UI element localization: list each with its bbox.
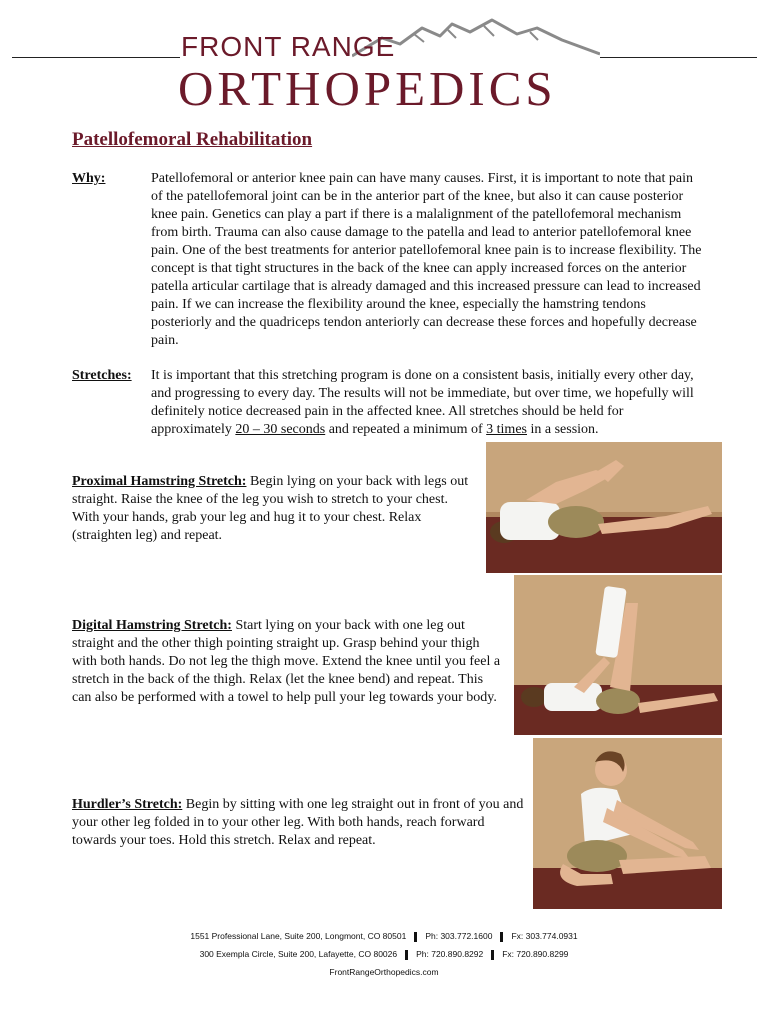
footer-line-2	[0, 948, 768, 960]
stretches-text-c: in a session.	[527, 422, 599, 437]
exercise-hurdlers-stretch	[72, 796, 528, 850]
proximal-hamstring-photo	[486, 442, 722, 573]
footer-fax-2: Fx: 720.890.8299	[502, 949, 569, 959]
footer-separator	[414, 932, 417, 942]
stretches-text-b: and repeated a minimum of	[325, 422, 487, 437]
stretch-duration: 20 – 30 seconds	[235, 422, 326, 437]
hurdlers-stretch-photo	[533, 738, 722, 909]
header-rule-left	[12, 57, 180, 58]
exercise-text: Start lying on your back with one leg out straight and the other thigh pointing straight up. Grasp behind your thigh with both hands. Do not leg the thigh move. Extend the knee until you feel a stretch in the back of the thigh. Relax (let the knee bend) and repeat. This can also be performed with a towel to help pull your leg towards your body.	[72, 618, 501, 705]
digital-hamstring-photo	[514, 575, 722, 735]
exercise-text: Begin by sitting with one leg straight out in front of you and your other leg folded in to your other leg. With both hands, reach forward towards your toes. Hold this stretch. Relax and repeat.	[72, 797, 524, 848]
exercise-name: Proximal Hamstring Stretch:	[72, 474, 247, 489]
footer-fax-1: Fx: 303.774.0931	[511, 931, 578, 941]
stretches-label: Stretches:	[72, 368, 132, 383]
logo-line-2: ORTHOPEDICS	[178, 61, 557, 116]
footer-separator	[491, 950, 494, 960]
footer-phone-2: Ph: 720.890.8292	[416, 949, 484, 959]
exercise-text: Begin lying on your back with legs out straight. Raise the knee of the leg you wish to stretch to your chest. With your hands, grab your leg and hug it to your chest. Relax (straighten leg) and repeat.	[72, 474, 469, 543]
why-label: Why:	[72, 171, 106, 186]
footer-line-1	[0, 930, 768, 942]
footer-address-2: 300 Exempla Circle, Suite 200, Lafayette, CO 80026	[199, 949, 398, 959]
stretches-paragraph	[151, 367, 703, 439]
footer-separator	[500, 932, 503, 942]
footer-separator	[405, 950, 408, 960]
footer-website-link[interactable]: FrontRangeOrthopedics.com	[329, 967, 439, 977]
stretch-reps: 3 times	[486, 422, 527, 437]
footer-address-1: 1551 Professional Lane, Suite 200, Longmont, CO 80501	[190, 931, 407, 941]
footer-phone-1: Ph: 303.772.1600	[425, 931, 493, 941]
exercise-name: Hurdler’s Stretch:	[72, 797, 183, 812]
logo-line-1: FRONT RANGE	[181, 31, 396, 62]
exercise-digital-hamstring	[72, 617, 504, 707]
page-title: Patellofemoral Rehabilitation	[72, 129, 313, 150]
exercise-proximal-hamstring	[72, 473, 472, 545]
why-paragraph: Patellofemoral or anterior knee pain can have many causes. First, it is important to note that pain of the patellofemoral joint can be in the anterior part of the knee, but also it can cause posterior knee pain. Genetics can play a part if there is a malalignment of the patellofemoral mechanism from birth. Trauma can also cause damage to the patella and lead to anterior patellofemoral knee pain. One of the best treatments for anterior patellofemoral knee pain is to increase flexibility. The concept is that tight structures in the back of the knee can apply increased forces on the anterior patella articular cartilage that is already damaged and this increased pressure can lead to increased pain. If we can increase the flexibility around the knee, especially the hamstring tendons posteriorly and the quadriceps tendon anteriorly can decrease these forces and hopefully decrease pain.	[151, 171, 702, 348]
stretches-text-a: It is important that this stretching program is done on a consistent basis, initially every other day, and progressing to every day. The results will not be immediate, but over time, we hopefully will definitely notice decreased pain in the affected knee. All stretches should be held for approximately	[151, 368, 694, 437]
exercise-name: Digital Hamstring Stretch:	[72, 618, 232, 633]
header-rule-right	[600, 57, 757, 58]
